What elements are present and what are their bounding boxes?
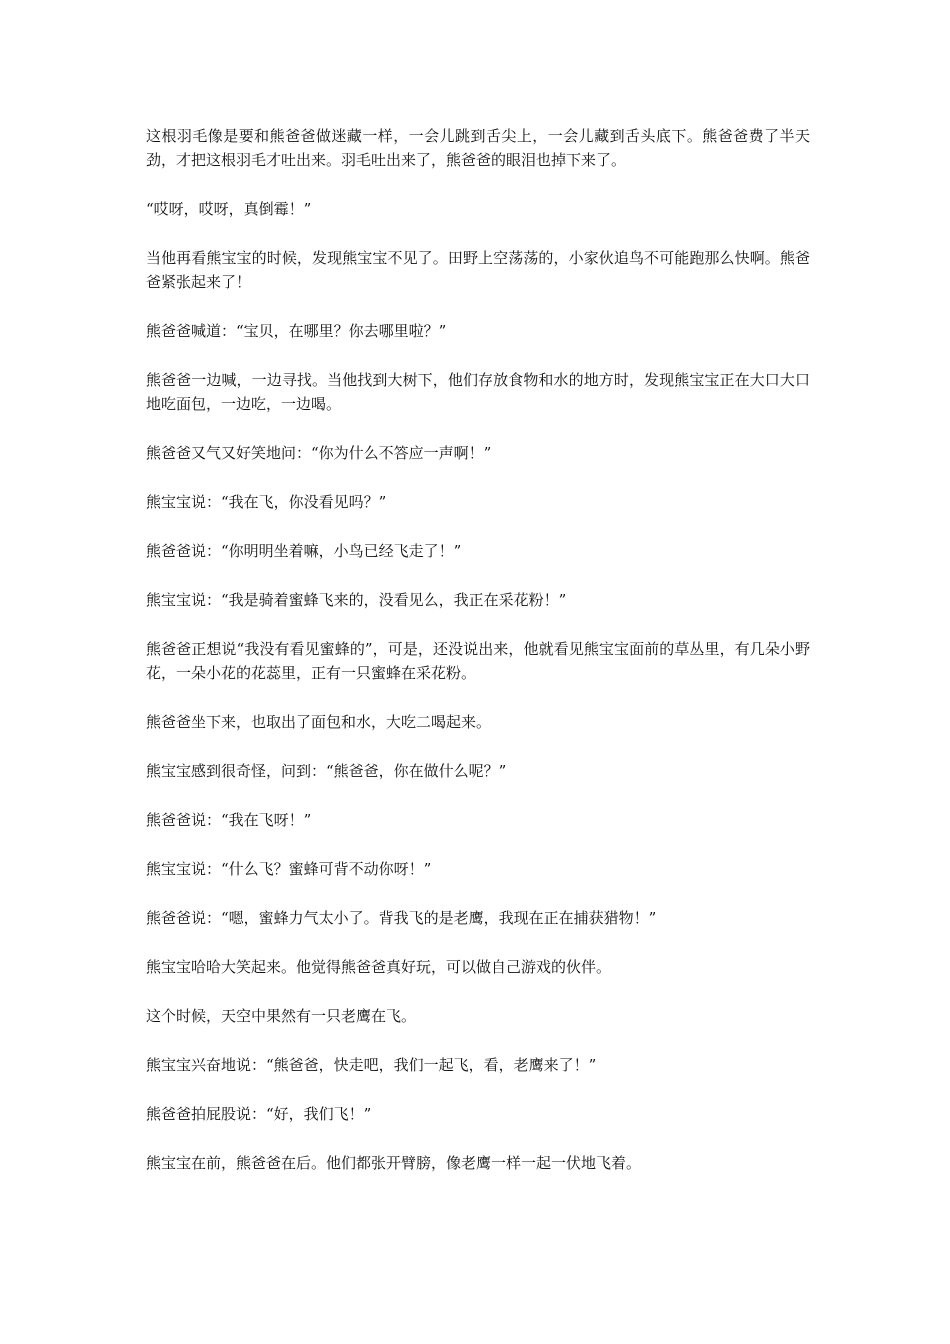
story-paragraph: 熊爸爸拍屁股说：“好，我们飞！” [146, 1105, 372, 1123]
story-paragraph: 熊爸爸说：“嗯，蜜蜂力气太小了。背我飞的是老鹰，我现在正在捕获猎物！” [146, 909, 657, 927]
story-paragraph: 熊宝宝哈哈大笑起来。他觉得熊爸爸真好玩，可以做自己游戏的伙伴。 [146, 958, 612, 976]
story-paragraph: 这个时候，天空中果然有一只老鹰在飞。 [146, 1007, 417, 1025]
story-paragraph: 熊爸爸说：“你明明坐着嘛，小鸟已经飞走了！” [146, 542, 462, 560]
story-paragraph: 熊宝宝在前，熊爸爸在后。他们都张开臂膀，像老鹰一样一起一伏地飞着。 [146, 1154, 642, 1172]
story-paragraph: 熊爸爸又气又好笑地问：“你为什么不答应一声啊！” [146, 444, 492, 462]
story-paragraph: 这根羽毛像是要和熊爸爸做迷藏一样，一会儿跳到舌尖上，一会儿藏到舌头底下。熊爸爸费了半天劲，才把这根羽毛才吐出来。羽毛吐出来了，熊爸爸的眼泪也掉下来了。 [146, 127, 810, 169]
story-paragraph: 当他再看熊宝宝的时候，发现熊宝宝不见了。田野上空荡荡的，小家伙追鸟不可能跑那么快啊。熊爸爸紧张起来了！ [146, 249, 810, 291]
story-paragraph: 熊爸爸说：“我在飞呀！” [146, 811, 312, 829]
story-paragraph: 熊宝宝说：“我在飞，你没看见吗？” [146, 493, 387, 511]
story-paragraph: 熊爸爸正想说“我没有看见蜜蜂的”，可是，还没说出来，他就看见熊宝宝面前的草丛里，有几朵小野花，一朵小花的花蕊里，正有一只蜜蜂在采花粉。 [146, 640, 810, 682]
story-paragraph: 熊爸爸坐下来，也取出了面包和水，大吃二喝起来。 [146, 713, 492, 731]
story-paragraph: 熊宝宝感到很奇怪，问到：“熊爸爸，你在做什么呢？” [146, 762, 507, 780]
story-paragraph: 熊宝宝说：“什么飞？蜜蜂可背不动你呀！” [146, 860, 432, 878]
story-paragraph: “哎呀，哎呀，真倒霉！” [146, 200, 312, 218]
story-paragraph: 熊宝宝兴奋地说：“熊爸爸，快走吧，我们一起飞，看，老鹰来了！” [146, 1056, 597, 1074]
document-page [146, 124, 810, 1200]
story-paragraph: 熊爸爸喊道：“宝贝，在哪里？你去哪里啦？” [146, 322, 447, 340]
story-paragraph: 熊爸爸一边喊，一边寻找。当他找到大树下，他们存放食物和水的地方时，发现熊宝宝正在大口大口地吃面包，一边吃，一边喝。 [146, 371, 810, 413]
story-paragraph: 熊宝宝说：“我是骑着蜜蜂飞来的，没看见么，我正在采花粉！” [146, 591, 567, 609]
